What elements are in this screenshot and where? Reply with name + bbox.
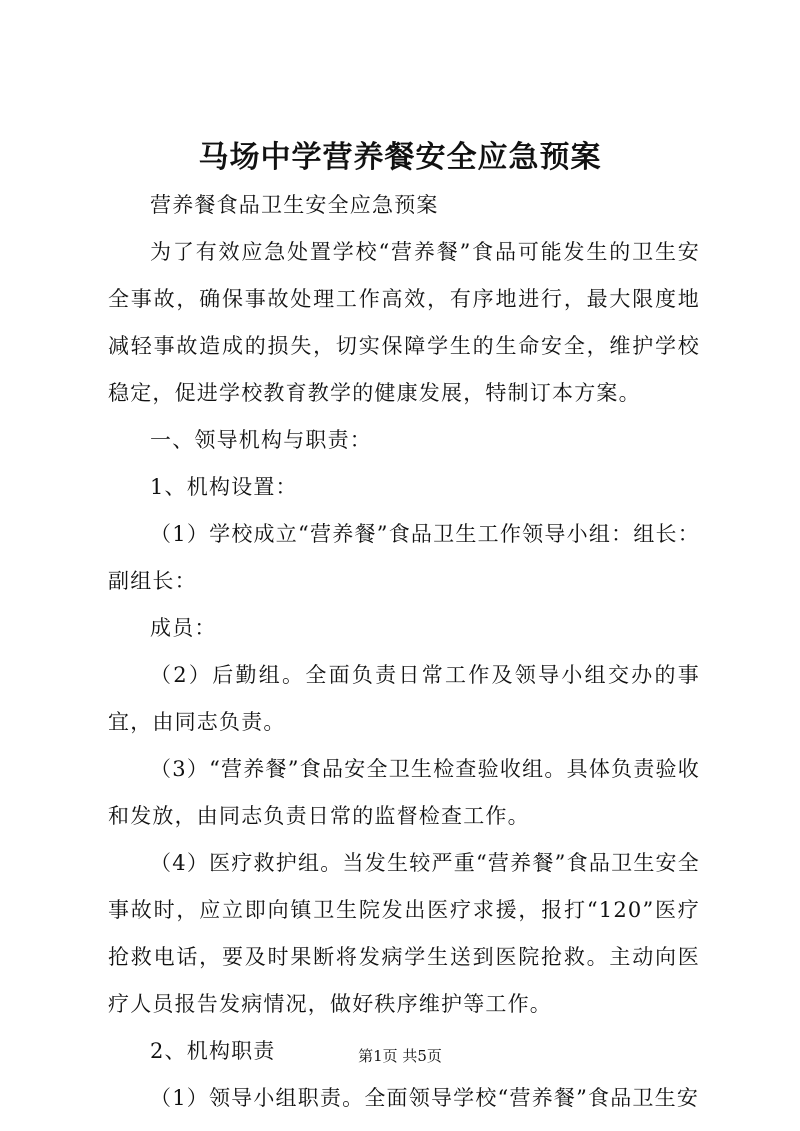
paragraph-medical-group: （4）医疗救护组。当发生较严重“营养餐”食品卫生安全事故时，应立即向镇卫生院发出医疗求援，报打“120”医疗抢救电话，要及时果断将发病学生送到医院抢救。主动向医疗人员报告发病情况，做好秩序维护等工作。 bbox=[108, 851, 700, 1016]
page-footer: 第1页 共5页 bbox=[358, 1047, 442, 1065]
paragraph-inspection-group: （3）“营养餐”食品安全卫生检查验收组。具体负责验收和发放，由同志负责日常的监督检查工作。 bbox=[108, 757, 700, 828]
paragraph-subsection-1-2: 2、机构职责 bbox=[150, 1039, 276, 1063]
document-body bbox=[108, 182, 700, 1122]
paragraph-logistics-group: （2）后勤组。全面负责日常工作及领导小组交办的事宜，由同志负责。 bbox=[108, 663, 700, 734]
paragraph-subtitle: 营养餐食品卫生安全应急预案 bbox=[150, 193, 439, 217]
paragraph-subsection-1-1: 1、机构设置： bbox=[150, 475, 298, 499]
paragraph-leadership-duties: （1）领导小组职责。全面领导学校“营养餐”食品卫生安 bbox=[150, 1086, 700, 1110]
paragraph-section-1: 一、领导机构与职责： bbox=[150, 428, 372, 452]
paragraph-leadership-group: （1）学校成立“营养餐”食品卫生工作领导小组：组长：副组长： bbox=[108, 522, 700, 593]
document-title: 马场中学营养餐安全应急预案 bbox=[198, 140, 602, 175]
paragraph-purpose: 为了有效应急处置学校“营养餐”食品可能发生的卫生安全事故，确保事故处理工作高效，有序地进行，最大限度地减轻事故造成的损失，切实保障学生的生命安全，维护学校稳定，促进学校教育教学的健康发展，特制订本方案。 bbox=[108, 240, 700, 405]
paragraph-members: 成员： bbox=[150, 616, 217, 640]
